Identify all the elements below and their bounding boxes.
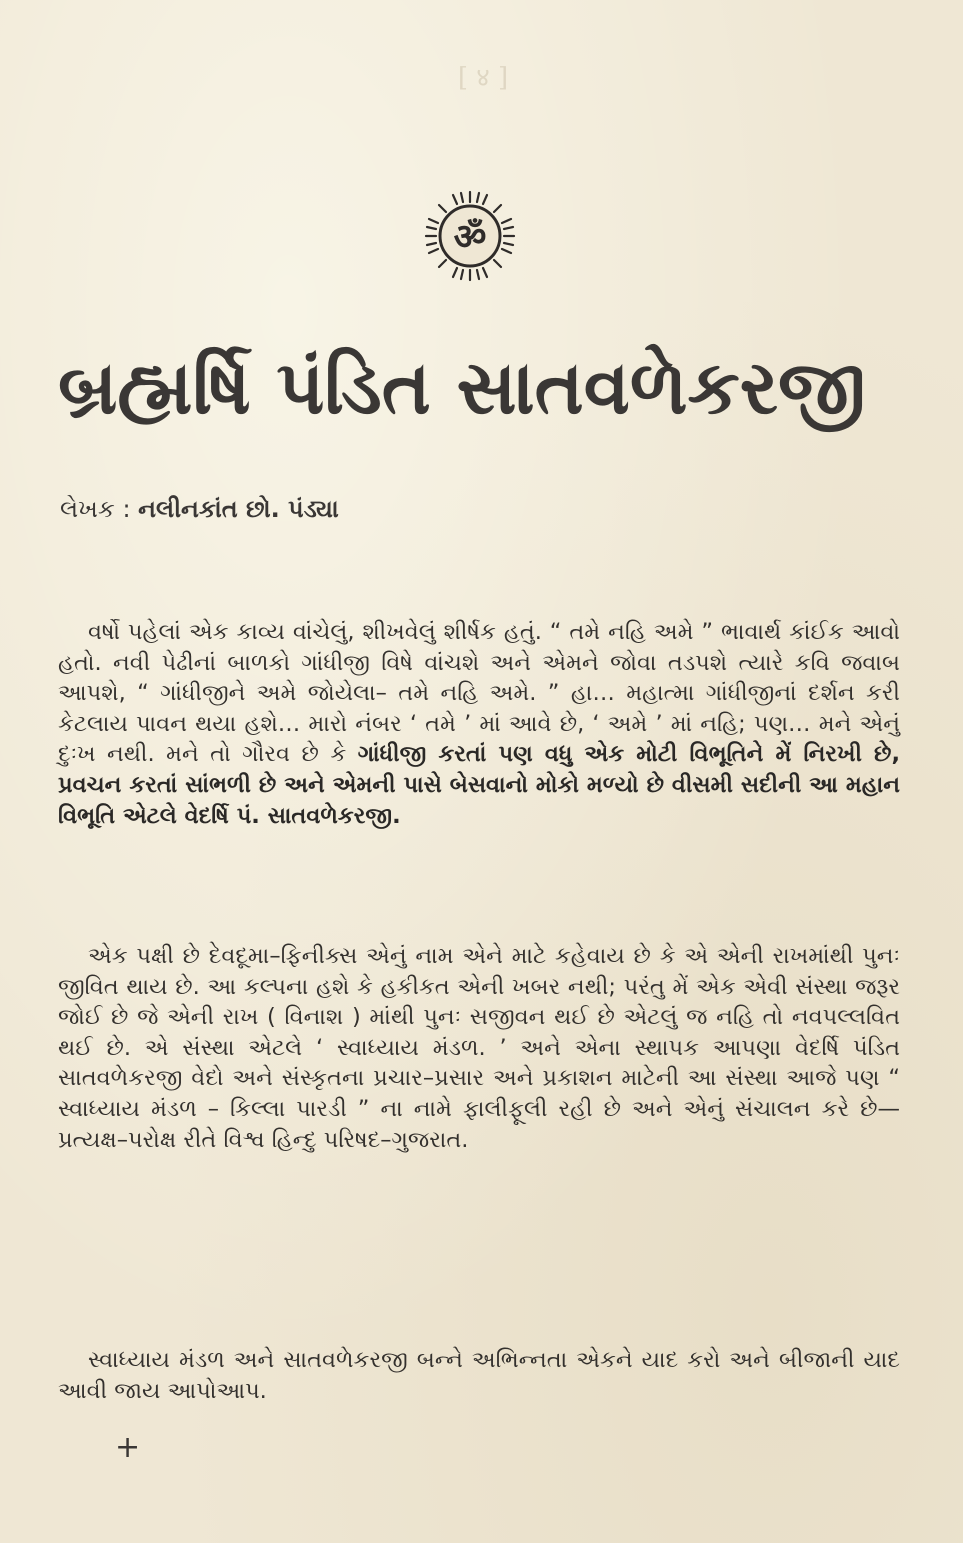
paragraph-1-bold-text: ગાંધીજી કરતાં પણ વધુ એક મોટી વિભૂતિને મેં નિરખી છે, પ્રવચન કરતાં સાંભળી છે અને એમની પાસે બેસવાનો મોકો મળ્યો છે વીસમી સદીની આ મહાન વિભૂતિ એટલે વેદર્ષિ પં. સાતવળેકરજી.: [58, 741, 900, 829]
author-name: નલીનકાંત છો. પંડ્યા: [138, 495, 339, 523]
om-glyph: ॐ: [453, 217, 487, 258]
paragraph-1: [58, 617, 900, 831]
author-line: [60, 495, 339, 523]
page-number: [ ४ ]: [457, 63, 509, 93]
end-mark: +: [115, 1430, 141, 1465]
author-label: લેખક :: [60, 495, 131, 523]
paragraph-2: એક પક્ષી છે દેવદૂમા–ફિનીક્સ એનું નામ એને માટે કહેવાય છે કે એ એની રાખમાંથી પુનઃ જીવિત થાય છે. આ કલ્પના હશે કે હકીકત એની ખબર નથી; પરંતુ મેં એક એવી સંસ્થા જરૂર જોઈ છે જે એની રાખ ( વિનાશ ) માંથી પુનઃ સજીવન થઈ છે એટલું જ નહિ તો નવપલ્લવિત થઈ છે. એ સંસ્થા એટલે ‘ સ્વાધ્યાય મંડળ. ’ અને એના સ્થાપક આપણા વેદર્ષિ પંડિત સાતવળેકરજી વેદો અને સંસ્કૃતના પ્રચાર–પ્રસાર અને પ્રકાશન માટેની આ સંસ્થા આજે પણ “ સ્વાધ્યાય મંડળ – કિલ્લા પારડી ” ના નામે ફાલીફૂલી રહી છે અને એનું સંચાલન કરે છે— પ્રત્યક્ષ–પરોક્ષ રીતે વિશ્વ હિન્દુ પરિષદ–ગુજરાત.: [58, 943, 900, 1153]
page-title: બ્રહ્મર્ષિ પંડિત સાતવળેકરજી: [58, 345, 866, 431]
paragraph-3: સ્વાધ્યાય મંડળ અને સાતવળેકરજી બન્ને અભિન્નતા એકને યાદ કરો અને બીજાની યાદ આવી જાય આપોઆપ.: [58, 1347, 900, 1404]
paragraph-1-text: વર્ષો પહેલાં એક કાવ્ય વાંચેલું, શીખવેલું શીર્ષક હતું. “ તમે નહિ અમે ” ભાવાર્થ કાંઈક આવો હતો. નવી પેઢીનાં બાળકો ગાંધીજી વિષે વાંચશે અને એમને જોવા તડપશે ત્યારે કવિ જવાબ આપશે, “ ગાંધીજીને અમે જોયેલા– તમે નહિ અમે. ” હા… મહાત્મા ગાંધીજીનાં દર્શન કરી કેટલાય પાવન થયા હશે… મારો નંબર ‘ તમે ’ માં આવે છે, ‘ અમે ’ માં નહિ; પણ… મને એનું દુઃખ નથી. મને તો ગૌરવ છે કે: [58, 619, 900, 768]
om-sun-icon: [420, 186, 520, 286]
